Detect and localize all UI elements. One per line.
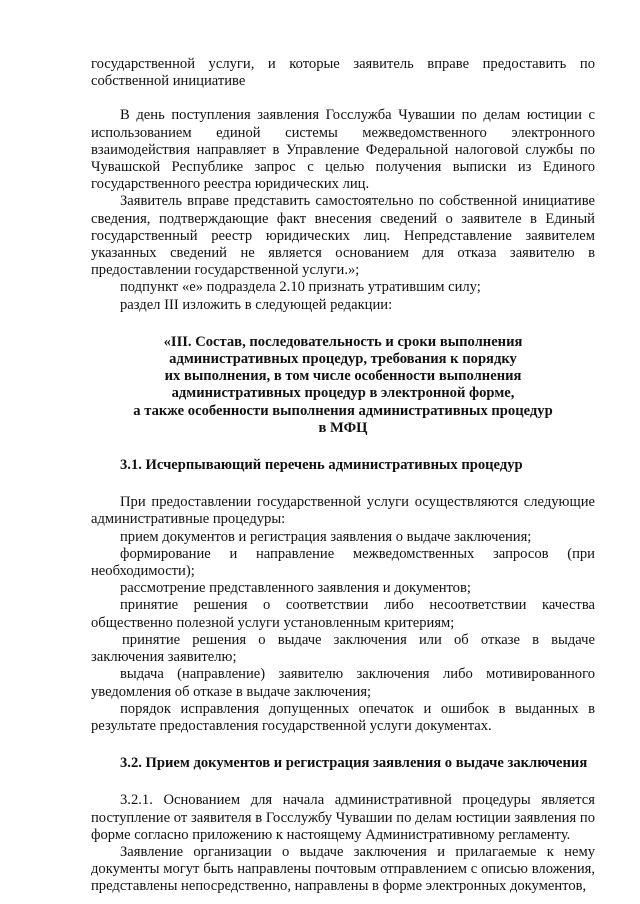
procedure-item: принятие решения о выдаче заключения или об отказе в выдаче заключения заявителю; [91, 631, 595, 666]
paragraph-3-2-1: 3.2.1. Основанием для начала административной процедуры является поступление от заявителя в Госслужбу Чувашии по делам юстиции заявления по форме согласно приложению к настоящему Административному регламенту. [91, 792, 595, 843]
paragraph-3-2-1-documents: Заявление организации о выдаче заключения и прилагаемые к нему документы могут быть направлены почтовым отправлением с описью вложения, представлены непосредственно, направлены в форме электронных документов, [91, 843, 595, 895]
paragraph-3-1-intro: При предоставлении государственной услуги осуществляются следующие административные процедуры: [91, 494, 595, 528]
line-section-three-edit: раздел III изложить в следующей редакции: [120, 296, 393, 313]
section-heading-line: их выполнения, в том числе особенности выполнения [164, 368, 522, 385]
subsection-3-2-title: 3.2. Прием документов и регистрация заявления о выдаче заключения [120, 755, 588, 772]
procedure-item: принятие решения о соответствии либо несоответствии качества общественно полезной услуги установленным критериям; [91, 597, 595, 631]
section-heading-line: а также особенности выполнения административных процедур [133, 402, 553, 419]
procedure-item: формирование и направление межведомственных запросов (при необходимости); [91, 545, 595, 580]
procedure-item: порядок исправления допущенных опечаток и ошибок в выданных в результате предоставления государственной услуги документах. [91, 700, 595, 734]
paragraph-initiative: Заявитель вправе представить самостоятельно по собственной инициативе сведения, подтверждающие факт внесения сведений о заявителе в Единый государственный реестр юридических лиц. Непредставление заявителем указанных сведений не является основанием для отказа заявителю в предоставлении государственной услуги.»; [91, 193, 595, 279]
document-page [91, 56, 595, 896]
line-subpoint-invalid: подпункт «е» подраздела 2.10 признать утратившим силу; [120, 279, 481, 296]
paragraph-registry-request: В день поступления заявления Госслужба Чувашии по делам юстиции с использованием единой системы межведомственного электронного взаимодействия направляет в Управление Федеральной налоговой службы по Чувашской Республике запрос с целью получения выписки из Единого государственного реестра юридических лиц. [91, 107, 595, 193]
subsection-3-1-title: 3.1. Исчерпывающий перечень административных процедур [120, 457, 523, 474]
procedure-item: выдача (направление) заявителю заключения либо мотивированного уведомления об отказе в выдаче заключения; [91, 666, 595, 700]
section-heading-line: административных процедур, требования к порядку [169, 351, 517, 368]
intro-continuation: государственной услуги, и которые заявитель вправе предоставить по собственной инициативе [91, 56, 595, 90]
procedure-item: рассмотрение представленного заявления и документов; [120, 580, 471, 597]
procedure-item: прием документов и регистрация заявления о выдаче заключения; [120, 528, 532, 545]
section-heading-line: административных процедур в электронной форме, [171, 385, 515, 402]
section-heading-line: в МФЦ [318, 419, 368, 436]
section-three-heading [91, 334, 595, 437]
section-heading-line: «III. Состав, последовательность и сроки выполнения [163, 333, 523, 350]
